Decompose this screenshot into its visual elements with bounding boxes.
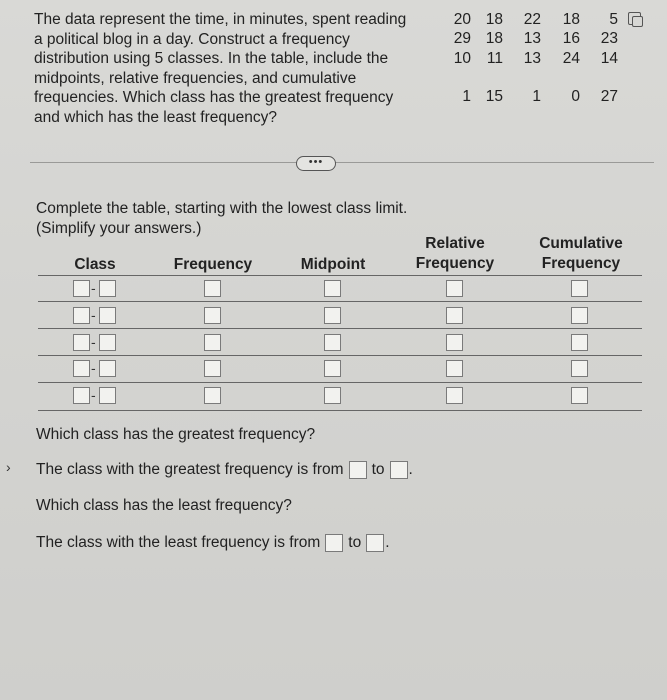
class-upper-input[interactable] xyxy=(99,360,116,377)
data-value: 22 xyxy=(523,10,541,28)
answer-greatest-prefix: The class with the greatest frequency is from xyxy=(36,461,344,478)
header-cumulative-frequency xyxy=(530,234,632,273)
relative-frequency-input[interactable] xyxy=(446,387,463,404)
class-separator: - xyxy=(91,334,96,350)
header-class: Class xyxy=(74,256,116,273)
data-value: 20 xyxy=(453,10,471,28)
midpoint-input[interactable] xyxy=(324,360,341,377)
data-value: 10 xyxy=(453,49,471,67)
table-line xyxy=(38,328,642,329)
instructions xyxy=(36,199,407,238)
data-row xyxy=(440,30,630,50)
least-to-input[interactable] xyxy=(366,534,384,552)
header-relative-line2: Frequency xyxy=(415,254,495,272)
header-cumulative-line1: Cumulative xyxy=(539,235,623,252)
answer-least-prefix: The class with the least frequency is from xyxy=(36,534,321,551)
class-lower-input[interactable] xyxy=(73,280,90,297)
data-row xyxy=(440,49,630,69)
relative-frequency-input[interactable] xyxy=(446,360,463,377)
period: . xyxy=(385,534,390,551)
class-lower-input[interactable] xyxy=(73,334,90,351)
cumulative-frequency-input[interactable] xyxy=(571,360,588,377)
instruction-line: Complete the table, starting with the lowest class limit. xyxy=(36,200,408,217)
data-value: 23 xyxy=(600,30,618,48)
section-divider xyxy=(30,162,654,163)
data-value: 14 xyxy=(600,49,618,67)
header-cumulative-line2: Frequency xyxy=(541,254,621,272)
data-value: 13 xyxy=(523,30,541,48)
answer-least-line xyxy=(36,534,390,552)
table-line xyxy=(38,275,642,276)
cumulative-frequency-input[interactable] xyxy=(571,280,588,297)
midpoint-input[interactable] xyxy=(324,307,341,324)
midpoint-input[interactable] xyxy=(324,387,341,404)
midpoint-input[interactable] xyxy=(324,334,341,351)
relative-frequency-input[interactable] xyxy=(446,280,463,297)
class-upper-input[interactable] xyxy=(99,334,116,351)
data-value: 18 xyxy=(485,30,503,48)
data-value: 1 xyxy=(532,88,541,106)
answer-greatest-line xyxy=(36,461,413,479)
table-line xyxy=(38,355,642,356)
cumulative-frequency-input[interactable] xyxy=(571,307,588,324)
relative-frequency-input[interactable] xyxy=(446,334,463,351)
data-grid xyxy=(440,10,630,107)
data-row xyxy=(440,88,630,108)
class-separator: - xyxy=(91,280,96,296)
relative-frequency-input[interactable] xyxy=(446,307,463,324)
instruction-line: (Simplify your answers.) xyxy=(36,219,202,237)
to-label: to xyxy=(371,461,385,478)
data-row xyxy=(440,10,630,30)
data-value: 5 xyxy=(609,10,618,28)
class-lower-input[interactable] xyxy=(73,387,90,404)
data-value: 18 xyxy=(562,10,580,28)
data-value: 24 xyxy=(562,49,580,67)
frequency-input[interactable] xyxy=(204,280,221,297)
table-line xyxy=(38,382,642,383)
class-separator: - xyxy=(91,360,96,376)
frequency-input[interactable] xyxy=(204,334,221,351)
header-midpoint: Midpoint xyxy=(300,256,366,273)
class-upper-input[interactable] xyxy=(99,307,116,324)
midpoint-input[interactable] xyxy=(324,280,341,297)
data-value: 18 xyxy=(485,10,503,28)
data-value: 0 xyxy=(571,88,580,106)
question-least: Which class has the least frequency? xyxy=(36,497,292,514)
class-lower-input[interactable] xyxy=(73,307,90,324)
header-relative-line1: Relative xyxy=(425,235,485,252)
greatest-to-input[interactable] xyxy=(390,461,408,479)
question-greatest: Which class has the greatest frequency? xyxy=(36,426,316,443)
header-frequency: Frequency xyxy=(173,256,253,273)
marker-icon: › xyxy=(6,459,11,475)
period: . xyxy=(408,461,413,478)
class-lower-input[interactable] xyxy=(73,360,90,377)
data-value: 27 xyxy=(600,88,618,106)
cumulative-frequency-input[interactable] xyxy=(571,387,588,404)
table-line xyxy=(38,410,642,411)
data-value: 29 xyxy=(453,30,471,48)
frequency-input[interactable] xyxy=(204,387,221,404)
frequency-input[interactable] xyxy=(204,360,221,377)
question-text: The data represent the time, in minutes, spent reading a political blog in a day. Construct a frequency distribution using 5 classes. In the table, include the midpoints, relative frequencies, and cumulative frequencies. Which class has the greatest frequency and which has the least frequency? xyxy=(34,11,407,126)
class-separator: - xyxy=(91,387,96,403)
class-upper-input[interactable] xyxy=(99,280,116,297)
header-relative-frequency xyxy=(410,234,500,273)
frequency-input[interactable] xyxy=(204,307,221,324)
data-value: 16 xyxy=(562,30,580,48)
class-separator: - xyxy=(91,307,96,323)
data-value: 11 xyxy=(486,49,503,67)
table-line xyxy=(38,301,642,302)
more-options-button[interactable]: ••• xyxy=(296,156,336,171)
cumulative-frequency-input[interactable] xyxy=(571,334,588,351)
copy-data-icon[interactable] xyxy=(628,12,641,25)
to-label: to xyxy=(348,534,362,551)
data-value: 15 xyxy=(485,88,503,106)
class-upper-input[interactable] xyxy=(99,387,116,404)
least-from-input[interactable] xyxy=(325,534,343,552)
data-value: 1 xyxy=(462,88,471,106)
greatest-from-input[interactable] xyxy=(349,461,367,479)
data-value: 13 xyxy=(523,49,541,67)
